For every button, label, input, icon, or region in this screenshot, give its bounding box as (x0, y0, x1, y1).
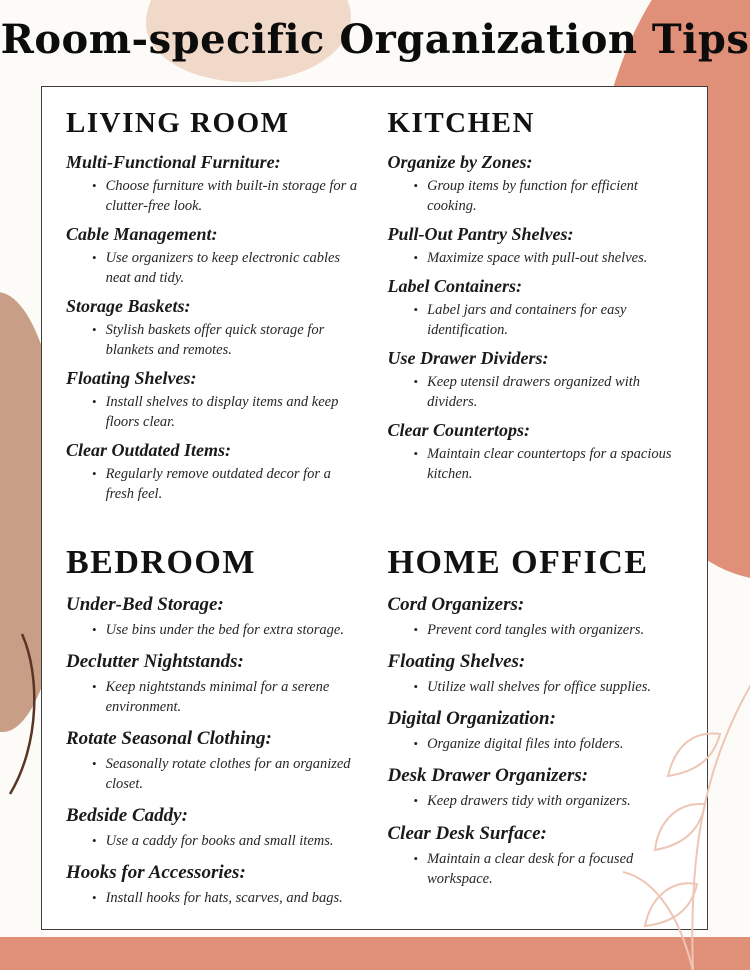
tip-text: Use bins under the bed for extra storage. (105, 622, 344, 638)
tip-label: Hooks for Accessories: (66, 862, 246, 884)
tip-text: Organize digital files into folders. (427, 736, 624, 753)
tip-item (388, 276, 684, 340)
tip-label: Clear Desk Surface: (387, 822, 547, 844)
tip-bullet-row (388, 176, 684, 216)
sections-grid (66, 101, 683, 912)
tip-bullet-row (66, 464, 362, 504)
tip-text: Group items by function for efficient cooking. (427, 178, 638, 214)
tip-item (66, 728, 362, 794)
page-title: Room-specific Organization Tips (0, 16, 750, 63)
tip-bullet-row (388, 372, 684, 412)
tip-item (66, 224, 362, 288)
tip-text: Regularly remove outdated decor for a fresh feel. (105, 466, 331, 502)
tip-label: Cable Management: (66, 224, 218, 244)
bullet-dot-icon: • (92, 622, 97, 637)
tip-item (388, 594, 684, 640)
tip-item (388, 420, 684, 484)
tip-text: Keep nightstands minimal for a serene environment. (105, 679, 330, 716)
tip-item (66, 152, 362, 216)
tip-text: Install hooks for hats, scarves, and bags. (105, 890, 343, 907)
bullet-dot-icon: • (92, 679, 97, 695)
tip-item (388, 348, 684, 412)
tip-bullet-row (66, 620, 362, 640)
tip-bullet-row (66, 831, 362, 851)
leaf-line-art (618, 676, 750, 970)
tip-label: Clear Countertops: (387, 420, 531, 441)
tip-text: Maximize space with pull-out shelves. (427, 250, 648, 266)
tip-text: Use a caddy for books and small items. (105, 833, 334, 850)
section-heading-living-room: LIVING ROOM (66, 107, 290, 139)
bullet-dot-icon: • (92, 756, 97, 772)
tip-item (66, 368, 362, 432)
tips-card (41, 86, 708, 930)
tip-label: Digital Organization: (387, 708, 556, 730)
tip-text: Seasonally rotate clothes for an organized closet. (105, 756, 351, 793)
bullet-dot-icon: • (413, 250, 419, 265)
tip-bullet-row (66, 176, 362, 216)
tip-label: Pull-Out Pantry Shelves: (387, 224, 574, 244)
bullet-dot-icon: • (413, 850, 419, 866)
tip-item (66, 805, 362, 851)
tip-label: Under-Bed Storage: (66, 594, 224, 615)
bullet-dot-icon: • (413, 622, 419, 637)
tip-label: Cord Organizers: (387, 594, 525, 615)
tip-text: Maintain clear countertops for a spacious kitchen. (427, 446, 672, 483)
bullet-dot-icon: • (413, 679, 419, 695)
tip-text: Utilize wall shelves for office supplies. (427, 679, 651, 696)
tip-bullet-row (66, 888, 362, 908)
tip-bullet-row (66, 392, 362, 432)
tip-item (388, 152, 684, 216)
tip-bullet-row (66, 677, 362, 717)
tip-bullet-row (66, 248, 362, 288)
tip-bullet-row (66, 754, 362, 794)
bullet-dot-icon: • (92, 890, 97, 906)
tip-text: Stylish baskets offer quick storage for blankets and remotes. (105, 322, 325, 358)
tip-item (66, 862, 362, 908)
tip-bullet-row (388, 620, 684, 640)
tip-text: Use organizers to keep electronic cables neat and tidy. (105, 250, 341, 286)
tip-bullet-row (388, 300, 684, 340)
tip-label: Bedside Caddy: (66, 805, 188, 827)
tip-bullet-row (66, 320, 362, 360)
tip-text: Keep drawers tidy with organizers. (427, 793, 631, 810)
tip-label: Declutter Nightstands: (66, 651, 244, 673)
tip-text: Install shelves to display items and keep floors clear. (105, 394, 339, 430)
bullet-dot-icon: • (92, 322, 97, 337)
tip-text: Keep utensil drawers organized with dividers. (427, 374, 640, 411)
bullet-dot-icon: • (413, 178, 419, 193)
section-bedroom (66, 534, 362, 912)
tip-label: Floating Shelves: (66, 368, 197, 388)
bullet-dot-icon: • (92, 466, 97, 481)
bullet-dot-icon: • (92, 250, 97, 265)
tip-label: Storage Baskets: (66, 296, 191, 316)
tip-text: Label jars and containers for easy identification. (427, 302, 627, 339)
tip-bullet-row (388, 444, 684, 484)
tip-item (66, 651, 362, 717)
bullet-dot-icon: • (413, 374, 419, 390)
tip-item (66, 594, 362, 640)
section-living-room (66, 101, 362, 508)
section-heading-home-office: HOME OFFICE (387, 544, 649, 581)
brown-arc-line (2, 632, 42, 797)
tip-label: Rotate Seasonal Clothing: (66, 728, 272, 750)
tip-label: Desk Drawer Organizers: (387, 765, 589, 787)
tip-item (388, 224, 684, 268)
tip-label: Label Containers: (387, 276, 523, 297)
section-heading-kitchen: KITCHEN (387, 107, 535, 139)
tip-item (66, 296, 362, 360)
tip-text: Choose furniture with built-in storage for a clutter-free look. (105, 178, 358, 214)
bullet-dot-icon: • (92, 178, 97, 193)
tip-label: Floating Shelves: (387, 651, 526, 673)
tip-label: Use Drawer Dividers: (387, 348, 549, 369)
tip-label: Multi-Functional Furniture: (66, 152, 281, 172)
tip-label: Organize by Zones: (387, 152, 533, 172)
bullet-dot-icon: • (413, 302, 419, 318)
bullet-dot-icon: • (413, 793, 419, 809)
bullet-dot-icon: • (413, 736, 419, 752)
tip-item (66, 440, 362, 504)
section-heading-bedroom: BEDROOM (66, 544, 256, 581)
bullet-dot-icon: • (413, 446, 419, 462)
tip-bullet-row (388, 248, 684, 268)
bullet-dot-icon: • (92, 833, 97, 849)
tip-label: Clear Outdated Items: (66, 440, 231, 460)
tip-text: Prevent cord tangles with organizers. (427, 622, 645, 638)
section-kitchen (388, 101, 684, 508)
bullet-dot-icon: • (92, 394, 97, 409)
tip-text: Maintain a clear desk for a focused workspace. (427, 850, 634, 887)
